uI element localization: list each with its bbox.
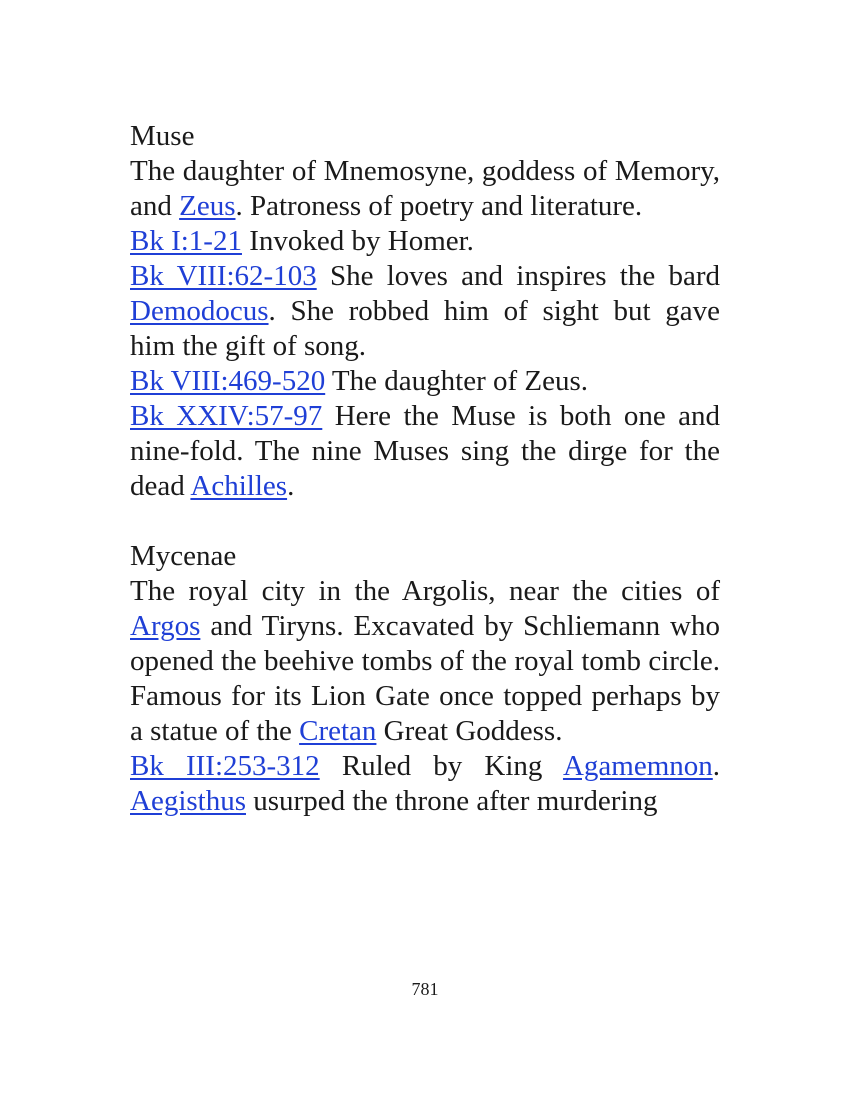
link-book-reference[interactable]: Bk VIII:469-520 — [130, 365, 326, 397]
entry-definition-mycenae — [130, 574, 720, 749]
definition-text: Great Goddess. — [376, 715, 563, 747]
reference-text: . She robbed him of sight but gave him the gift of song. — [130, 295, 720, 362]
link-aegisthus[interactable]: Aegisthus — [130, 785, 246, 817]
link-book-reference[interactable]: Bk I:1-21 — [130, 225, 242, 257]
link-zeus[interactable]: Zeus — [179, 190, 236, 222]
link-demodocus[interactable]: Demodocus — [130, 295, 269, 327]
reference-line — [130, 399, 720, 504]
entry-heading-mycenae: Mycenae — [130, 540, 237, 572]
entry-spacer — [130, 504, 720, 539]
reference-line — [130, 224, 720, 259]
reference-line — [130, 749, 720, 819]
reference-text: She loves and inspires the bard — [316, 260, 720, 292]
entry-definition-muse — [130, 154, 720, 224]
link-cretan[interactable]: Cretan — [299, 715, 377, 747]
page-number: 781 — [411, 979, 439, 999]
reference-line — [130, 259, 720, 364]
definition-text: . Patroness of poetry and literature. — [235, 190, 643, 222]
reference-text: The daughter of Zeus. — [325, 365, 589, 397]
definition-text: The daughter of Mnemosyne, goddess of Memory, and — [130, 155, 720, 222]
link-achilles[interactable]: Achilles — [190, 470, 288, 502]
definition-text: The royal city in the Argolis, near the cities of — [130, 575, 720, 607]
reference-text: Invoked by Homer. — [241, 225, 474, 257]
link-book-reference[interactable]: Bk XXIV:57-97 — [130, 400, 323, 432]
reference-text: Here the Muse is both one and nine-fold. The nine Muses sing the dirge for the dead — [130, 400, 720, 502]
entry-heading-muse: Muse — [130, 120, 195, 152]
reference-text: usurped the throne after murdering — [246, 785, 658, 817]
link-book-reference[interactable]: Bk VIII:62-103 — [130, 260, 317, 292]
reference-text: . — [712, 750, 721, 782]
link-book-reference[interactable]: Bk III:253-312 — [130, 750, 320, 782]
link-agamemnon[interactable]: Agamemnon — [562, 750, 713, 782]
definition-text: and Tiryns. Excavated by Schliemann who opened the beehive tombs of the royal tomb circle. Famous for its Lion Gate once topped perhaps by a statue of the — [130, 610, 720, 747]
reference-text: . — [287, 470, 295, 502]
link-argos[interactable]: Argos — [130, 610, 201, 642]
reference-text: Ruled by King — [319, 750, 563, 782]
reference-line — [130, 364, 720, 399]
page-body — [130, 119, 720, 819]
